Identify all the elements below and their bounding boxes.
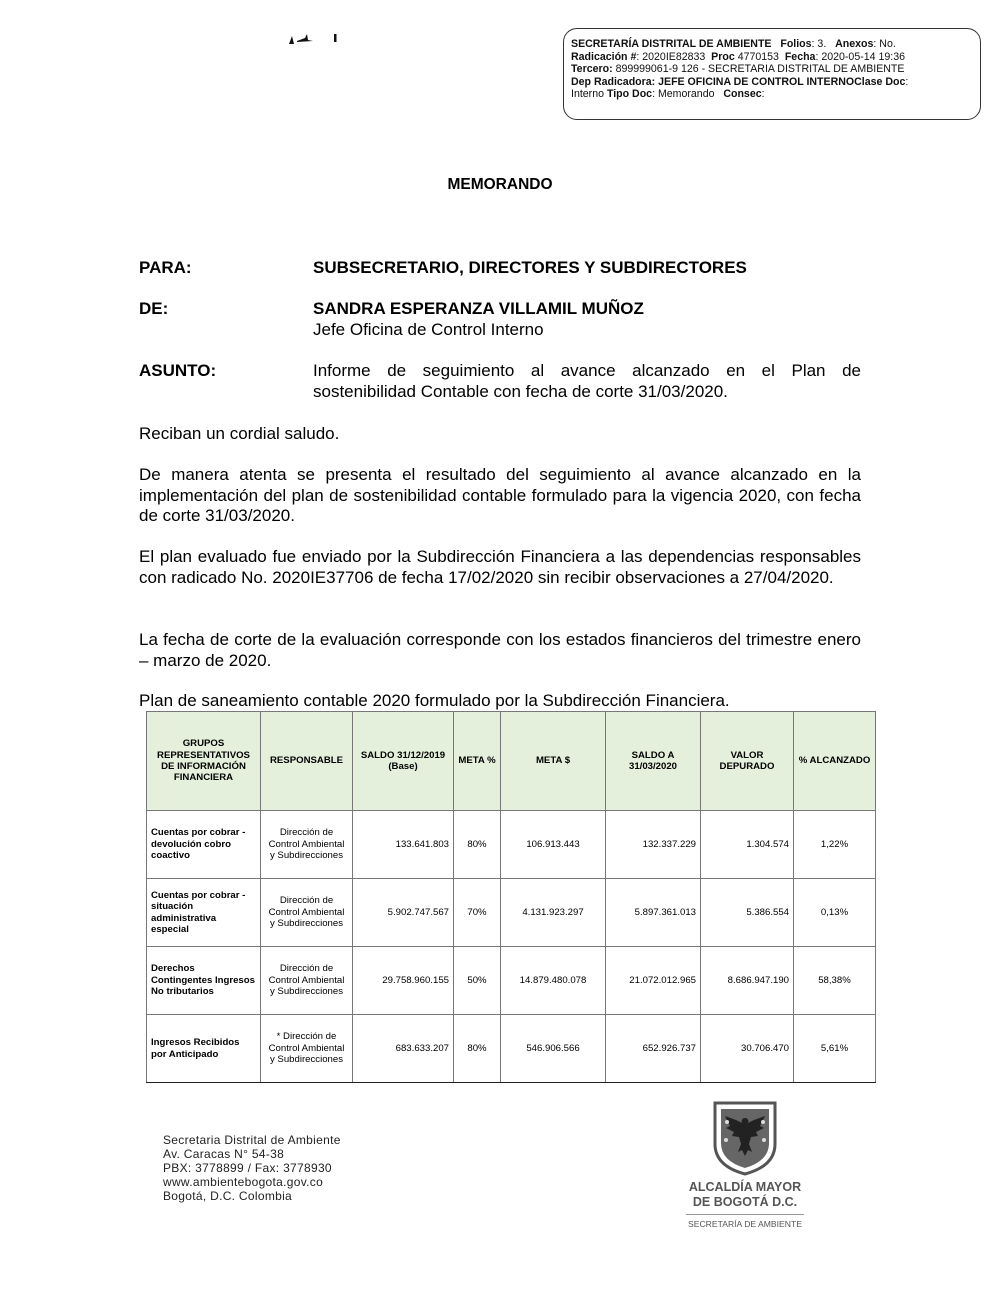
cell-saldo-base: 133.641.803	[353, 811, 454, 879]
cell-saldo-marzo: 132.337.229	[606, 811, 701, 879]
logo-line-1: ALCALDÍA MAYOR	[688, 1180, 802, 1194]
cell-meta-pct: 80%	[454, 1015, 501, 1083]
cell-pct-alcanzado: 58,38%	[794, 947, 876, 1015]
alcaldia-logo	[680, 1100, 810, 1229]
stamp-line-4: Dep Radicadora: JEFE OFICINA DE CONTROL INTERNOClase Doc:	[571, 75, 909, 88]
cell-meta-pct: 80%	[454, 811, 501, 879]
stamp-line-2: Radicación #: 2020IE82833 Proc 4770153 Fecha: 2020-05-14 19:36	[571, 50, 905, 63]
cell-meta-amount: 546.906.566	[501, 1015, 606, 1083]
footer-address-line: Secretaria Distrital de Ambiente	[163, 1133, 341, 1147]
cell-responsable: Dirección de Control Ambiental y Subdirecciones	[261, 947, 353, 1015]
header-responsable: RESPONSABLE	[261, 712, 353, 811]
sanitation-plan-table	[146, 711, 876, 1083]
cell-pct-alcanzado: 5,61%	[794, 1015, 876, 1083]
para-value: SUBSECRETARIO, DIRECTORES Y SUBDIRECTORES	[313, 258, 747, 277]
cell-valor-depurado: 5.386.554	[701, 879, 794, 947]
cell-saldo-base: 29.758.960.155	[353, 947, 454, 1015]
header-grupos: GRUPOS REPRESENTATIVOS DE INFORMACIÓN FINANCIERA	[147, 712, 261, 811]
logo-divider	[686, 1214, 804, 1215]
footer-address-line: Bogotá, D.C. Colombia	[163, 1189, 293, 1203]
cell-meta-pct: 50%	[454, 947, 501, 1015]
header-meta-pct: META %	[454, 712, 501, 811]
cell-grupo: Cuentas por cobrar - situación administrativa especial	[147, 879, 261, 947]
cell-grupo: Ingresos Recibidos por Anticipado	[147, 1015, 261, 1083]
logo-line-3: SECRETARÍA DE AMBIENTE	[688, 1219, 802, 1229]
stamp-line-5: Interno Tipo Doc: Memorando Consec:	[571, 88, 765, 101]
asunto-label: ASUNTO:	[139, 361, 217, 380]
filing-stamp	[563, 28, 981, 120]
para-label: PARA:	[139, 258, 192, 277]
table-row	[147, 811, 876, 879]
stamp-line-3: Tercero: 899999061-9 126 - SECRETARIA DISTRITAL DE AMBIENTE	[571, 63, 905, 76]
header-saldo-base: SALDO 31/12/2019 (Base)	[353, 712, 454, 811]
table-caption: Plan de saneamiento contable 2020 formulado por la Subdirección Financiera.	[139, 691, 730, 710]
cell-grupo: Cuentas por cobrar - devolución cobro coactivo	[147, 811, 261, 879]
cell-saldo-marzo: 21.072.012.965	[606, 947, 701, 1015]
cell-meta-amount: 14.879.480.078	[501, 947, 606, 1015]
cell-meta-pct: 70%	[454, 879, 501, 947]
cell-responsable: Dirección de Control Ambiental y Subdirecciones	[261, 811, 353, 879]
footer-address-line: PBX: 3778899 / Fax: 3778930	[163, 1161, 332, 1175]
memo-title: MEMORANDO	[447, 176, 553, 193]
greeting: Reciban un cordial saludo.	[139, 424, 340, 443]
footer-address-line: Av. Caracas N° 54-38	[163, 1147, 285, 1161]
cell-grupo: Derechos Contingentes Ingresos No tributarios	[147, 947, 261, 1015]
scan-artifact-mark	[285, 32, 345, 46]
de-role: Jefe Oficina de Control Interno	[313, 320, 544, 339]
cell-saldo-marzo: 5.897.361.013	[606, 879, 701, 947]
footer-address	[163, 1133, 341, 1203]
table-row	[147, 947, 876, 1015]
cell-saldo-base: 683.633.207	[353, 1015, 454, 1083]
asunto-value: Informe de seguimiento al avance alcanzado en el Plan de sostenibilidad Contable con fecha de corte 31/03/2020.	[313, 361, 861, 401]
table-row	[147, 879, 876, 947]
cell-valor-depurado: 1.304.574	[701, 811, 794, 879]
logo-line-2: DE BOGOTÁ D.C.	[692, 1195, 798, 1209]
paragraph-3: La fecha de corte de la evaluación corresponde con los estados financieros del trimestre enero – marzo de 2020.	[139, 630, 861, 670]
paragraph-2: El plan evaluado fue enviado por la Subdirección Financiera a las dependencias responsables con radicado No. 2020IE37706 de fecha 17/02/2020 sin recibir observaciones a 27/04/2020.	[139, 547, 861, 587]
cell-pct-alcanzado: 1,22%	[794, 811, 876, 879]
cell-valor-depurado: 8.686.947.190	[701, 947, 794, 1015]
cell-responsable: * Dirección de Control Ambiental y Subdirecciones	[261, 1015, 353, 1083]
cell-meta-amount: 4.131.923.297	[501, 879, 606, 947]
cell-saldo-marzo: 652.926.737	[606, 1015, 701, 1083]
table-header-row	[147, 712, 876, 811]
cell-saldo-base: 5.902.747.567	[353, 879, 454, 947]
footer-address-line: www.ambientebogota.gov.co	[163, 1175, 324, 1189]
cell-responsable: Dirección de Control Ambiental y Subdirecciones	[261, 879, 353, 947]
paragraph-1: De manera atenta se presenta el resultado del seguimiento al avance alcanzado en la implementación del plan de sostenibilidad contable formulado para la vigencia 2020, con fecha de corte 31/03/2020.	[139, 465, 861, 525]
de-label: DE:	[139, 299, 169, 318]
header-meta-amount: META $	[501, 712, 606, 811]
header-pct-alcanzado: % ALCANZADO	[794, 712, 876, 811]
de-name: SANDRA ESPERANZA VILLAMIL MUÑOZ	[313, 299, 644, 318]
table-row	[147, 1015, 876, 1083]
header-valor-depurado: VALOR DEPURADO	[701, 712, 794, 811]
stamp-line-1: SECRETARÍA DISTRITAL DE AMBIENTE Folios: 3. Anexos: No.	[571, 38, 896, 50]
bogota-coat-of-arms-icon	[712, 1100, 778, 1176]
cell-pct-alcanzado: 0,13%	[794, 879, 876, 947]
header-saldo-marzo: SALDO A 31/03/2020	[606, 712, 701, 811]
cell-meta-amount: 106.913.443	[501, 811, 606, 879]
cell-valor-depurado: 30.706.470	[701, 1015, 794, 1083]
